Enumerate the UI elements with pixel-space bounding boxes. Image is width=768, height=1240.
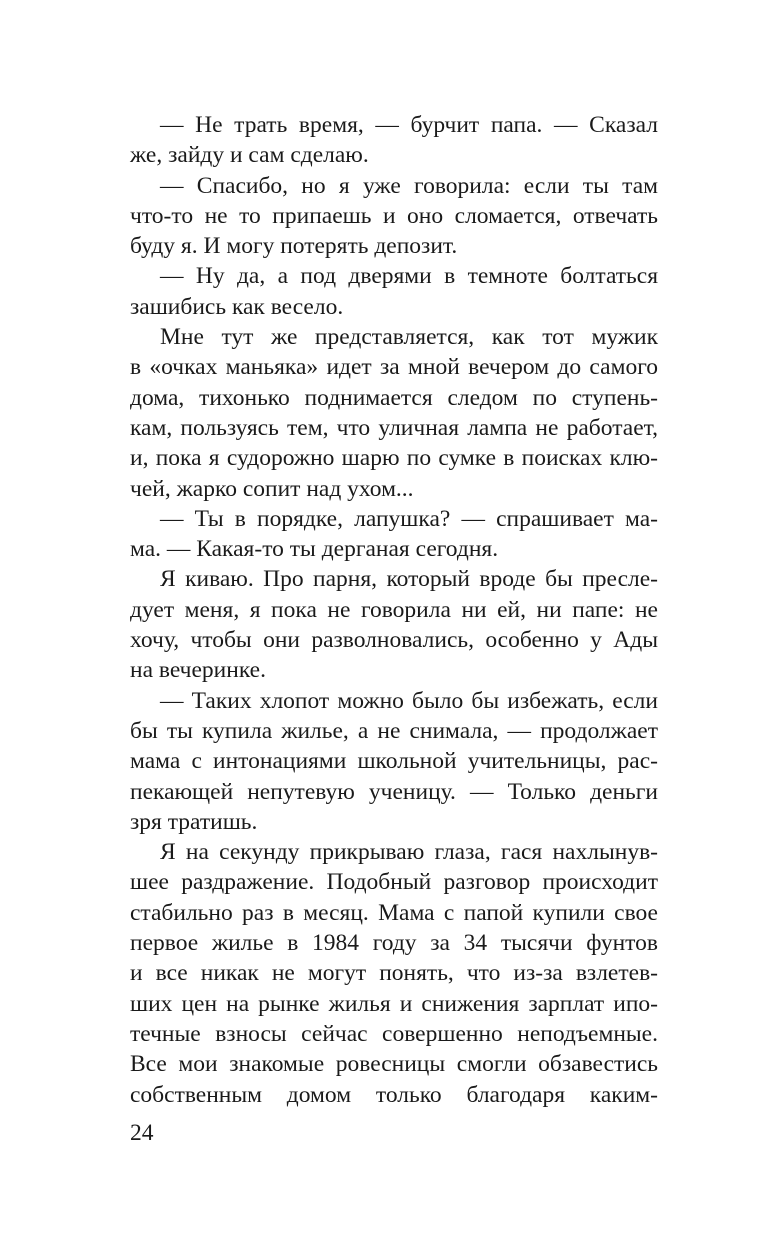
text-line: — Ты в порядке, лапушка? — спрашивает ма-	[160, 505, 658, 532]
text-line: хочу, чтобы они разволновались, особенно у Ады	[130, 627, 658, 654]
text-line: буду я. И могу потерять депозит.	[130, 233, 458, 260]
text-line: и все никак не могут понять, что из-за взлетев-	[130, 960, 658, 987]
text-line: кам, пользуясь тем, что уличная лампа не работает,	[130, 414, 658, 441]
page-number: 24	[130, 1120, 154, 1146]
text-line: стабильно раз в месяц. Мама с папой купили свое	[130, 899, 658, 926]
text-line: течные взносы сейчас совершенно неподъемные.	[130, 1020, 658, 1047]
text-line: дует меня, я пока не говорила ни ей, ни папе: не	[130, 596, 658, 623]
text-line: — Ну да, а под дверями в темноте болтаться	[160, 263, 658, 290]
text-line: в «очках маньяка» идет за мной вечером до самого	[130, 354, 658, 381]
text-line: шее раздражение. Подобный разговор происходит	[130, 869, 658, 896]
text-line: ших цен на рынке жилья и снижения зарплат ипо-	[130, 990, 658, 1017]
text-line: на вечеринке.	[130, 657, 266, 684]
text-line: Все мои знакомые ровесницы смогли обзавестись	[130, 1051, 658, 1078]
text-line: и, пока я судорожно шарю по сумке в поисках клю-	[130, 445, 658, 472]
text-line: — Спасибо, но я уже говорила: если ты там	[160, 172, 658, 199]
text-line: собственным домом только благодаря каким-	[130, 1081, 658, 1108]
text-line: первое жилье в 1984 году за 34 тысячи фунтов	[130, 930, 658, 957]
text-line: пекающей непутевую ученицу. — Только деньги	[130, 778, 658, 805]
text-line: зашибись как весело.	[130, 293, 344, 320]
text-line: Мне тут же представляется, как тот мужик	[160, 324, 658, 351]
book-page-text	[130, 110, 658, 1110]
text-line: мама с интонациями школьной учительницы, рас-	[130, 748, 658, 775]
text-line: — Не трать время, — бурчит папа. — Сказал	[160, 112, 658, 138]
text-line: чей, жарко сопит над ухом...	[130, 475, 414, 502]
text-line: зря тратишь.	[130, 808, 258, 835]
text-line: что-то не то припаешь и оно сломается, отвечать	[130, 202, 658, 229]
text-line: же, зайду и сам сделаю.	[130, 142, 369, 169]
text-line: ма. — Какая-то ты дерганая сегодня.	[130, 536, 499, 563]
text-line: — Таких хлопот можно было бы избежать, если	[160, 687, 658, 714]
text-line: Я киваю. Про парня, который вроде бы пресле-	[160, 566, 658, 593]
text-line: бы ты купила жилье, а не снимала, — продолжает	[130, 717, 658, 744]
text-line: Я на секунду прикрываю глаза, гася нахлынув-	[160, 839, 658, 866]
text-line: дома, тихонько поднимается следом по ступень-	[130, 384, 658, 411]
